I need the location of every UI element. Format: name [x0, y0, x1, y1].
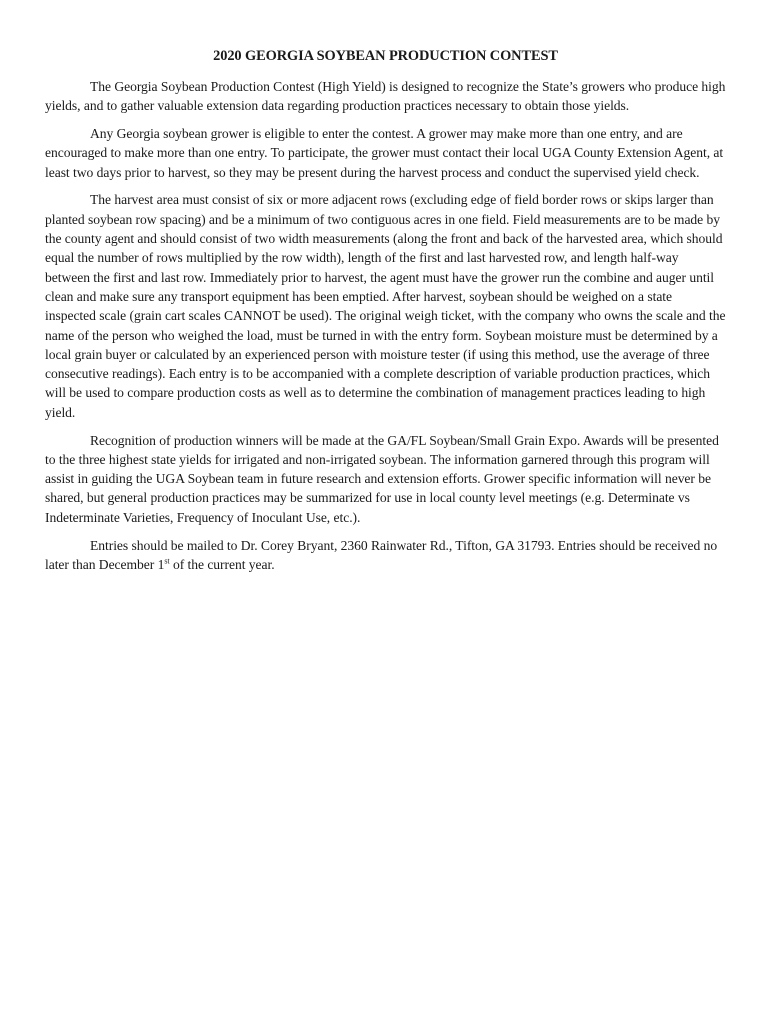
- paragraph-eligibility: Any Georgia soybean grower is eligible to enter the contest. A grower may make more than one entry, and are encouraged to make more than one entry. To participate, the grower must contact their local UGA County Extension Agent, at least two days prior to harvest, so they may be present during the harvest process and conduct the supervised yield check.: [45, 126, 724, 180]
- document-page: [45, 47, 726, 583]
- document-title: 2020 GEORGIA SOYBEAN PRODUCTION CONTEST: [213, 48, 558, 64]
- paragraph-harvest-rules: The harvest area must consist of six or more adjacent rows (excluding edge of field border rows or skips larger than planted soybean row spacing) and be a minimum of two contiguous acres in one field. Field measurements are to be made by the county agent and should consist of two width measurements (along the front and back of the harvested area, which should equal the number of rows multiplied by the row width), length of the first and last harvested row, and length half-way between the first and last row. Immediately prior to harvest, the agent must have the grower run the combine and auger until clean and make sure any transport equipment has been emptied. After harvest, soybean should be weighed on a state inspected scale (grain cart scales CANNOT be used). The original weigh ticket, with the company who owns the scale and the name of the person who weighed the load, must be turned in with the entry form. Soybean moisture must be determined by a local grain buyer or calculated by an experienced person with moisture tester (if using this method, use the average of three consecutive readings). Each entry is to be accompanied with a complete description of variable production practices, which will be used to compare production costs as well as to determine the combination of management practices leading to high yield.: [45, 192, 726, 420]
- entries-text: Entries should be mailed to Dr. Corey Bryant, 2360 Rainwater Rd., Tifton, GA 31793. Entries should be received no later than December 1: [45, 537, 718, 572]
- paragraph-recognition: Recognition of production winners will be made at the GA/FL Soybean/Small Grain Expo. Awards will be presented to the three highest state yields for irrigated and non-irrigated soybean. The information garnered through this program will assist in guiding the UGA Soybean team in future research and extension efforts. Grower specific information will never be shared, but general production practices may be summarized for use in local county level meetings (e.g. Determinate vs Indeterminate Varieties, Frequency of Inoculant Use, etc.).: [45, 432, 719, 525]
- entries-text-end: of the current year.: [169, 556, 275, 572]
- paragraph-entries: [45, 536, 726, 575]
- paragraph-intro: The Georgia Soybean Production Contest (High Yield) is designed to recognize the State’s growers who produce high yields, and to gather valuable extension data regarding production practices necessary to obtain those yields.: [45, 79, 726, 114]
- ordinal-suffix: st: [164, 556, 170, 566]
